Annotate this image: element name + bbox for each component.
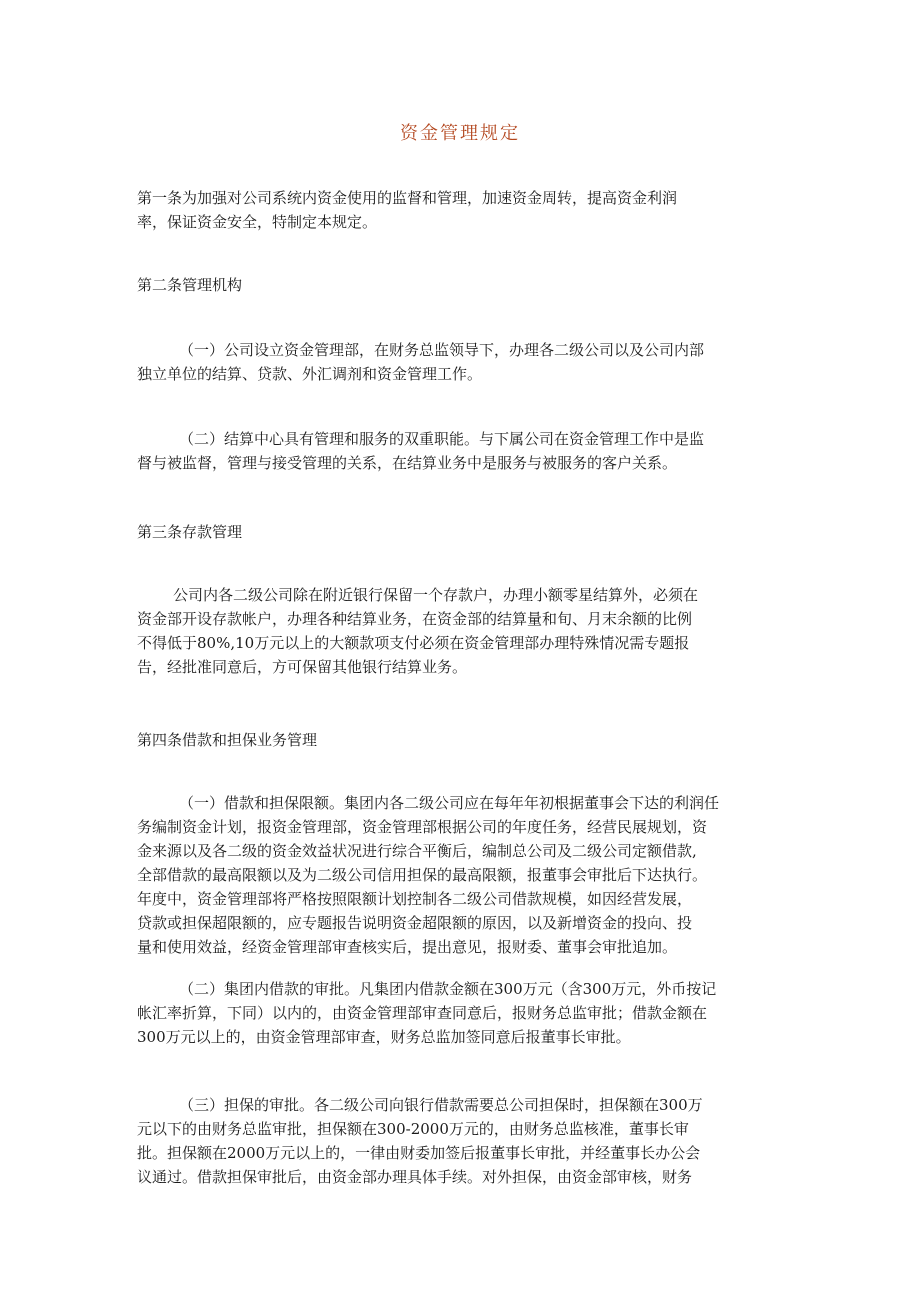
text-line: 帐汇率折算，下同）以内的，由资金管理部审查同意后，报财务总监审批；借款金额在 [137,1004,708,1022]
article-4-heading: 第四条借款和担保业务管理 [137,731,318,749]
article-4-item-2 [137,977,797,1049]
article-2-item-2 [137,427,797,475]
article-2-heading: 第二条管理机构 [137,276,243,294]
text-line: 率，保证资金安全，特制定本规定。 [137,213,378,231]
article-1-paragraph [137,186,797,234]
text-line: 不得低于80%,10万元以上的大额款项支付必须在资金管理部办理特殊情况需专题报 [137,634,690,652]
text-line: 第一条为加强对公司系统内资金使用的监督和管理，加速资金周转，提高资金利润 [137,189,678,207]
text-line: 量和使用效益，经资金管理部审查核实后，提出意见，报财委、董事会审批追加。 [137,938,678,956]
text-line: （二）结算中心具有管理和服务的双重职能。与下属公司在资金管理工作中是监 [179,430,705,448]
text-line: 300万元以上的，由资金管理部审查，财务总监加签同意后报董事长审批。 [137,1028,631,1046]
text-line: 批。担保额在2000万元以上的，一律由财委加签后报董事长审批，并经董事长办公会 [137,1144,701,1162]
text-line: 金来源以及各二级的资金效益状况进行综合平衡后，编制总公司及二级公司定额借款, [137,842,697,860]
document-title: 资金管理规定 [400,123,520,144]
article-2-item-1 [137,338,797,386]
article-3-paragraph [137,583,797,679]
text-line: （三）担保的审批。各二级公司向银行借款需要总公司担保时，担保额在300万 [179,1096,703,1114]
text-line: 全部借款的最高限额以及为二级公司信用担保的最高限额，报董事会审批后下达执行。 [137,866,708,884]
text-line: 资金部开设存款帐户，办理各种结算业务，在资金部的结算量和旬、月末余额的比例 [137,610,693,628]
text-line: 务编制资金计划，报资金管理部，资金管理部根据公司的年度任务，经营民展规划，资 [137,818,708,836]
text-line: 告，经批准同意后，方可保留其他银行结算业务。 [137,658,468,676]
text-line: 督与被监督，管理与接受管理的关系，在结算业务中是服务与被服务的客户关系。 [137,454,678,472]
text-line: （一）借款和担保限额。集团内各二级公司应在每年年初根据董事会下达的利润任 [179,794,720,812]
text-line: （二）集团内借款的审批。凡集团内借款金额在300万元（含300万元，外币按记 [179,980,717,998]
text-line: 议通过。借款担保审批后，由资金部办理具体手续。对外担保，由资金部审核，财务 [137,1168,693,1186]
article-4-item-1 [137,791,797,959]
text-line: 公司内各二级公司除在附近银行保留一个存款户，办理小额零星结算外，必须在 [173,586,699,604]
text-line: 贷款或担保超限额的，应专题报告说明资金超限额的原因，以及新增资金的投向、投 [137,914,693,932]
text-line: 年度中，资金管理部将严格按照限额计划控制各二级公司借款规模，如因经营发展， [137,890,693,908]
article-3-heading: 第三条存款管理 [137,523,243,541]
text-line: 独立单位的结算、贷款、外汇调剂和资金管理工作。 [137,365,483,383]
article-4-item-3 [137,1093,797,1189]
text-line: （一）公司设立资金管理部，在财务总监领导下，办理各二级公司以及公司内部 [179,341,705,359]
text-line: 元以下的由财务总监审批，担保额在300-2000万元的，由财务总监核准，董事长审 [137,1120,689,1138]
